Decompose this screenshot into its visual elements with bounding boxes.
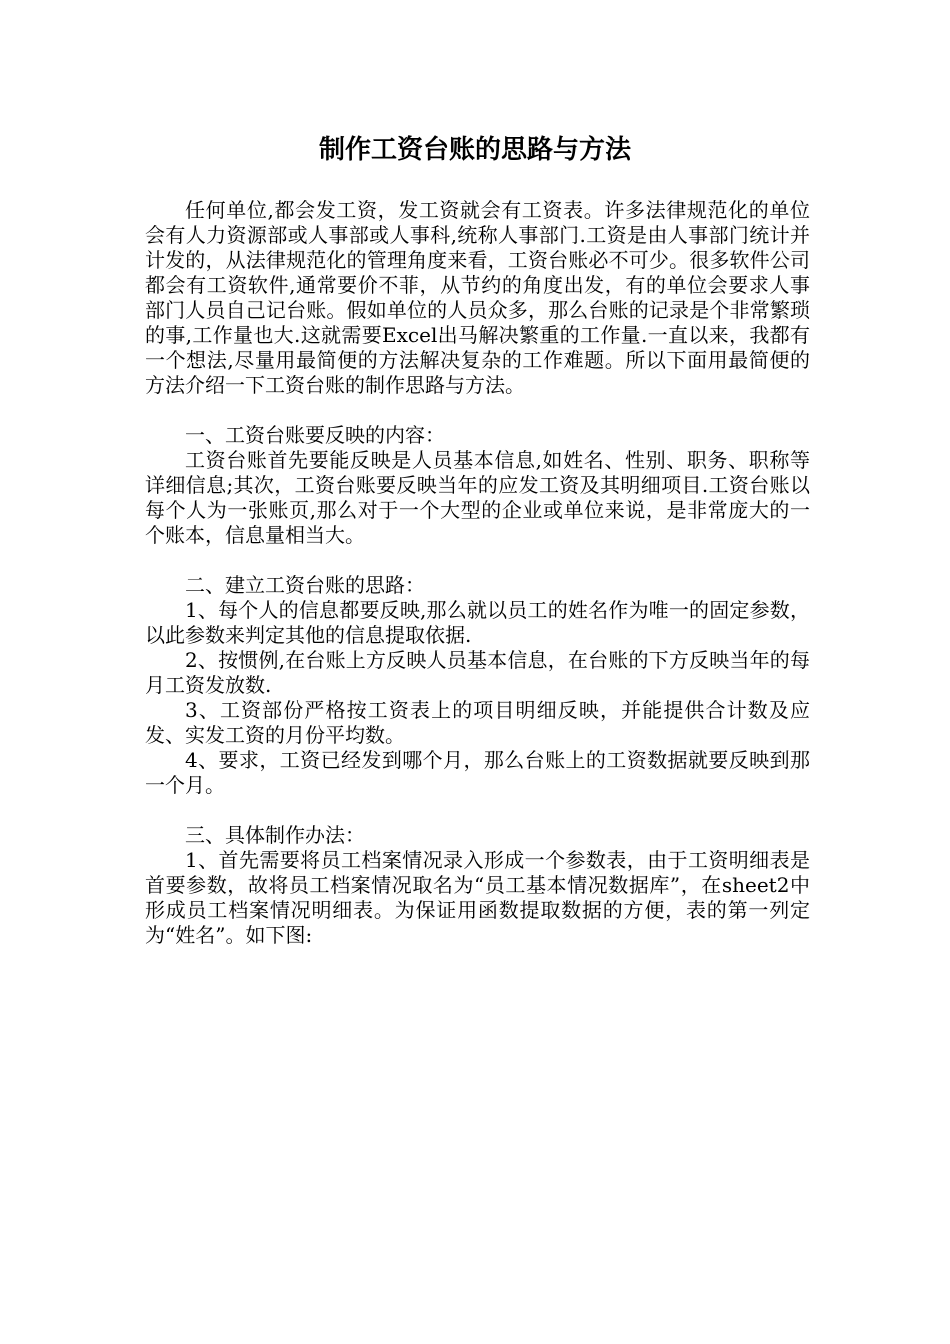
section2-item-2: 2、按惯例,在台账上方反映人员基本信息，在台账的下方反映当年的每月工资发放数.	[145, 648, 810, 697]
intro-paragraph: 任何单位,都会发工资，发工资就会有工资表。许多法律规范化的单位会有人力资源部或人事部或人事科,统称人事部门.工资是由人事部门统计并计发的，从法律规范化的管理角度来看，工资台账必不可少。很多软件公司都会有工资软件,通常要价不菲，从节约的角度出发，有的单位会要求人事部门人员自己记台账。假如单位的人员众多，那么台账的记录是个非常繁琐的事,工作量也大.这就需要Excel出马解决繁重的工作量.一直以来，我都有一个想法,尽量用最简便的方法解决复杂的工作难题。所以下面用最简便的方法介绍一下工资台账的制作思路与方法。	[145, 198, 810, 397]
section2-item-1: 1、每个人的信息都要反映,那么就以员工的姓名作为唯一的固定参数，以此参数来判定其他的信息提取依据.	[145, 598, 810, 647]
section2-item-4: 4、要求，工资已经发到哪个月，那么台账上的工资数据就要反映到那一个月。	[145, 748, 810, 797]
document-title: 制作工资台账的思路与方法	[318, 135, 631, 165]
section1-heading: 一、工资台账要反映的内容：	[185, 423, 445, 447]
section2-heading: 二、建立工资台账的思路：	[185, 573, 425, 597]
section2-item-3: 3、工资部份严格按工资表上的项目明细反映，并能提供合计数及应发、实发工资的月份平均数。	[145, 698, 810, 747]
section1-paragraph: 工资台账首先要能反映是人员基本信息,如姓名、性别、职务、职称等详细信息;其次，工资台账要反映当年的应发工资及其明细项目.工资台账以每个人为一张账页,那么对于一个大型的企业或单位来说，是非常庞大的一个账本，信息量相当大。	[145, 448, 810, 547]
section3-heading: 三、具体制作办法：	[185, 823, 365, 847]
section3-item-1: 1、首先需要将员工档案情况录入形成一个参数表，由于工资明细表是首要参数，故将员工档案情况取名为“员工基本情况数据库”，在sheet2中形成员工档案情况明细表。为保证用函数提取数据的方便，表的第一列定为“姓名”。如下图:	[145, 848, 810, 947]
document-body	[145, 198, 810, 948]
